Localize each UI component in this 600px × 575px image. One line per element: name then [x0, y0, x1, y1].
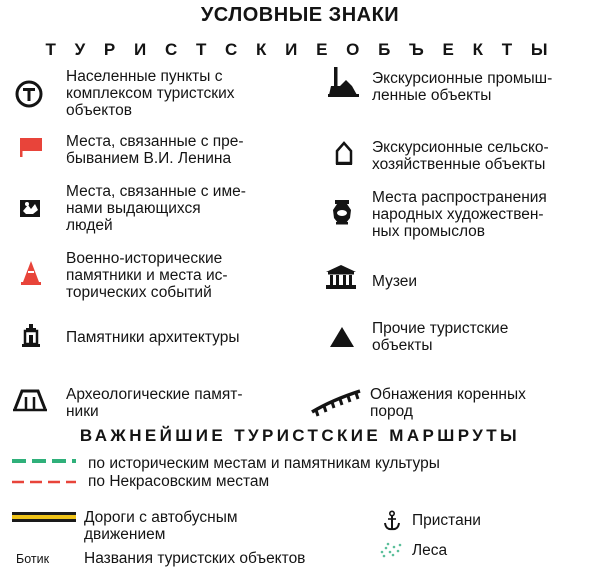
- names-label: Названия туристских объектов: [84, 550, 306, 567]
- legend-label-architecture: Памятники архитектуры: [66, 329, 240, 346]
- legend-label-tourist-complex: Населенные пункты с комплексом туристских объектов: [66, 68, 235, 119]
- legend-label-museums: Музеи: [372, 273, 418, 290]
- notable-people-icon: [18, 198, 44, 220]
- legend-label-lenin-places: Места, связанные с пре- быванием В.И. Ленина: [66, 133, 244, 167]
- other-objects-triangle-icon: [328, 325, 356, 349]
- anchor-icon: [382, 510, 402, 532]
- route-label-historic: по историческим местам и памятникам культуры: [88, 455, 440, 472]
- tourist-complex-icon: [14, 79, 44, 109]
- archaeological-monument-icon: [12, 387, 48, 413]
- forest-dots-icon: [378, 540, 404, 558]
- museum-icon: [324, 263, 358, 291]
- route-label-nekrasov: по Некрасовским местам: [88, 473, 270, 490]
- legend-label-archaeological: Археологические памят- ники: [66, 386, 243, 420]
- military-monument-icon: [18, 259, 44, 287]
- lenin-flag-icon: [18, 136, 48, 158]
- legend-label-industrial: Экскурсионные промыш- ленные объекты: [372, 70, 553, 104]
- historic-route-line-icon: [10, 456, 78, 466]
- agricultural-excursion-icon: [334, 140, 354, 166]
- legend-label-military-monuments: Военно-исторические памятники и места ис- торических событий: [66, 250, 228, 301]
- nekrasov-route-line-icon: [10, 477, 78, 487]
- legend-label-notable-people: Места, связанные с име- нами выдающихся людей: [66, 183, 246, 234]
- legend-title: УСЛОВНЫЕ ЗНАКИ: [200, 4, 400, 26]
- architecture-monument-icon: [20, 323, 42, 349]
- bedrock-outcrop-icon: [308, 388, 364, 418]
- forests-label: Леса: [412, 542, 448, 559]
- folk-crafts-vase-icon: [328, 198, 356, 226]
- legend-label-agricultural: Экскурсионные сельско- хозяйственные объекты: [372, 139, 549, 173]
- names-sample-text: Ботик: [16, 552, 50, 566]
- bus-road-line-icon: [10, 510, 78, 524]
- legend-label-other-objects: Прочие туристские объекты: [372, 320, 509, 354]
- piers-label: Пристани: [412, 512, 481, 529]
- section-tourist-objects: Т У Р И С Т С К И Е О Б Ъ Е К Т Ы: [45, 40, 555, 59]
- legend-label-folk-crafts: Места распространения народных художествен- ных промыслов: [372, 189, 547, 240]
- industrial-excursion-icon: [326, 66, 360, 98]
- bus-road-label: Дороги с автобусным движением: [84, 509, 238, 543]
- legend-label-bedrock: Обнажения коренных пород: [370, 386, 526, 420]
- section-routes: ВАЖНЕЙШИЕ ТУРИСТСКИЕ МАРШРУТЫ: [79, 426, 521, 445]
